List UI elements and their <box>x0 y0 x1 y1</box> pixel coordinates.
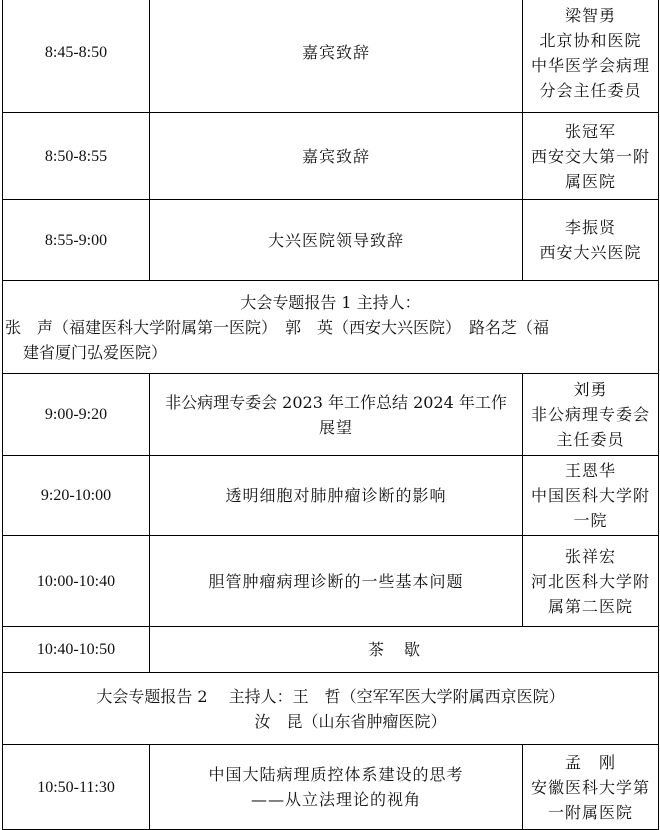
time-cell: 10:00-10:40 <box>3 536 150 627</box>
time-cell: 10:50-11:30 <box>3 745 150 830</box>
time-cell: 10:40-10:50 <box>3 627 150 673</box>
speaker-affiliation: 北京协和医院 <box>539 30 642 50</box>
table-row <box>3 745 659 830</box>
session-hosts: 张 声（福建医科大学附属第一医院） 郭 英（西安大兴医院） 路名芝（福 <box>5 317 550 337</box>
break-label: 茶歇 <box>367 640 440 659</box>
time-cell: 8:55-9:00 <box>3 200 150 281</box>
break-row <box>3 627 659 673</box>
topic-cell <box>150 745 523 830</box>
speaker-affiliation: 中国医科大学附 <box>530 486 650 505</box>
speaker-name: 张冠军 <box>564 121 616 141</box>
topic-line: 展望 <box>318 417 353 437</box>
session-hosts: 汝 昆（山东省肿瘤医院） <box>254 711 447 731</box>
speaker-name: 张祥宏 <box>564 546 616 566</box>
speaker-cell <box>523 745 659 830</box>
topic-line: 嘉宾致辞 <box>301 43 370 62</box>
speaker-name: 孟 刚 <box>564 752 616 772</box>
speaker-affiliation: 西安交大第一附 <box>530 146 650 166</box>
speaker-cell <box>523 200 659 281</box>
speaker-cell <box>523 536 659 627</box>
session-title: 大会专题报告 2 主持人：王 哲（空军军医大学附属西京医院） <box>96 686 565 706</box>
topic-cell <box>150 536 523 627</box>
topic-line: 嘉宾致辞 <box>301 146 370 166</box>
speaker-affiliation: 河北医科大学附 <box>530 571 650 591</box>
table-row <box>3 456 659 536</box>
speaker-name: 王恩华 <box>564 461 616 480</box>
topic-cell <box>150 0 523 113</box>
table-row <box>3 113 659 200</box>
topic-cell <box>150 200 523 281</box>
topic-line: 大兴医院领导致辞 <box>267 230 404 250</box>
topic-cell <box>150 113 523 200</box>
speaker-affiliation: 中华医学会病理 <box>530 55 650 75</box>
speaker-cell <box>523 113 659 200</box>
speaker-cell <box>523 0 659 113</box>
topic-line: ——从立法理论的视角 <box>250 790 421 809</box>
speaker-cell <box>523 374 659 456</box>
table-row <box>3 0 659 113</box>
time-cell: 9:00-9:20 <box>3 374 150 456</box>
time-cell: 9:20-10:00 <box>3 456 150 536</box>
session-hosts: 建省厦门弘爱医院） <box>23 342 168 362</box>
table-row <box>3 200 659 281</box>
topic-line: 中国大陆病理质控体系建设的思考 <box>208 765 464 784</box>
topic-cell <box>150 456 523 536</box>
time-cell: 8:45-8:50 <box>3 0 150 113</box>
session-header-row <box>3 281 659 374</box>
session-header-row <box>3 673 659 745</box>
table-row <box>3 374 659 456</box>
speaker-cell <box>523 456 659 536</box>
speaker-affiliation: 分会主任委员 <box>539 80 642 100</box>
speaker-affiliation: 安徽医科大学第 <box>530 777 650 797</box>
speaker-affiliation: 一附属医院 <box>547 802 633 822</box>
table-row <box>3 536 659 627</box>
speaker-name: 李振贤 <box>564 218 616 237</box>
speaker-affiliation: 属医院 <box>564 171 616 191</box>
speaker-affiliation: 主任委员 <box>556 430 625 449</box>
session-host-cell <box>3 673 659 745</box>
topic-line: 非公病理专委会 2023 年工作总结 2024 年工作 <box>165 392 507 412</box>
topic-line: 胆管肿瘤病理诊断的一些基本问题 <box>208 571 464 591</box>
speaker-name: 刘勇 <box>573 380 608 399</box>
break-cell <box>150 627 659 673</box>
time-cell: 8:50-8:55 <box>3 113 150 200</box>
topic-cell <box>150 374 523 456</box>
speaker-affiliation: 非公病理专委会 <box>530 405 650 424</box>
session-title: 大会专题报告 1 主持人： <box>240 292 421 312</box>
speaker-affiliation: 一院 <box>573 511 608 530</box>
topic-line: 透明细胞对肺肿瘤诊断的影响 <box>225 486 447 505</box>
schedule-table <box>2 0 659 830</box>
speaker-affiliation: 西安大兴医院 <box>539 243 642 262</box>
session-host-cell <box>3 281 659 374</box>
speaker-name: 梁智勇 <box>564 5 616 25</box>
speaker-affiliation: 属第二医院 <box>547 596 633 616</box>
